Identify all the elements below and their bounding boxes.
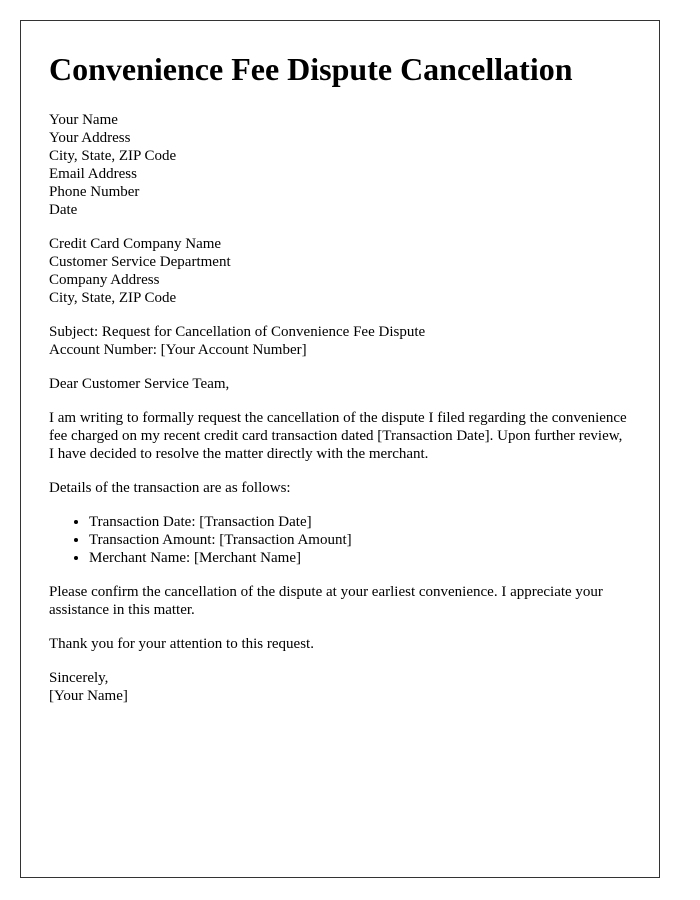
- thanks-paragraph: Thank you for your attention to this request.: [49, 636, 314, 652]
- recipient-block: [49, 235, 631, 307]
- subject-line: Subject: Request for Cancellation of Convenience Fee Dispute: [49, 324, 426, 340]
- recipient-company: Credit Card Company Name: [49, 236, 222, 252]
- signature: [Your Name]: [49, 688, 128, 704]
- sender-block: [49, 111, 631, 219]
- page-title: Convenience Fee Dispute Cancellation: [49, 51, 573, 87]
- sender-name: Your Name: [49, 112, 118, 128]
- greeting: Dear Customer Service Team,: [49, 376, 230, 392]
- list-item: • Merchant Name: [Merchant Name]: [89, 549, 631, 567]
- sender-city-state-zip: City, State, ZIP Code: [49, 148, 177, 164]
- intro-paragraph: I am writing to formally request the cancellation of the dispute I filed regarding the convenience fee charged on my recent credit card transaction dated [Transaction Date]. Upon further review, I have decided to resolve the matter directly with the merchant.: [49, 410, 627, 462]
- list-item: • Transaction Date: [Transaction Date]: [89, 513, 631, 531]
- recipient-department: Customer Service Department: [49, 254, 231, 270]
- signoff: Sincerely,: [49, 670, 109, 686]
- transaction-details-list: [49, 513, 631, 567]
- sender-address: Your Address: [49, 130, 131, 146]
- confirm-paragraph: Please confirm the cancellation of the dispute at your earliest convenience. I appreciate your assistance in this matter.: [49, 584, 603, 618]
- closing-block: [49, 669, 631, 705]
- recipient-city-state-zip: City, State, ZIP Code: [49, 290, 177, 306]
- details-intro: Details of the transaction are as follows:: [49, 480, 291, 496]
- sender-phone: Phone Number: [49, 184, 140, 200]
- recipient-address: Company Address: [49, 272, 160, 288]
- list-item: • Transaction Amount: [Transaction Amount]: [89, 531, 631, 549]
- letter-page: [20, 20, 660, 878]
- sender-email: Email Address: [49, 166, 137, 182]
- subject-block: [49, 323, 631, 359]
- account-number-line: Account Number: [Your Account Number]: [49, 342, 307, 358]
- sender-date: Date: [49, 202, 78, 218]
